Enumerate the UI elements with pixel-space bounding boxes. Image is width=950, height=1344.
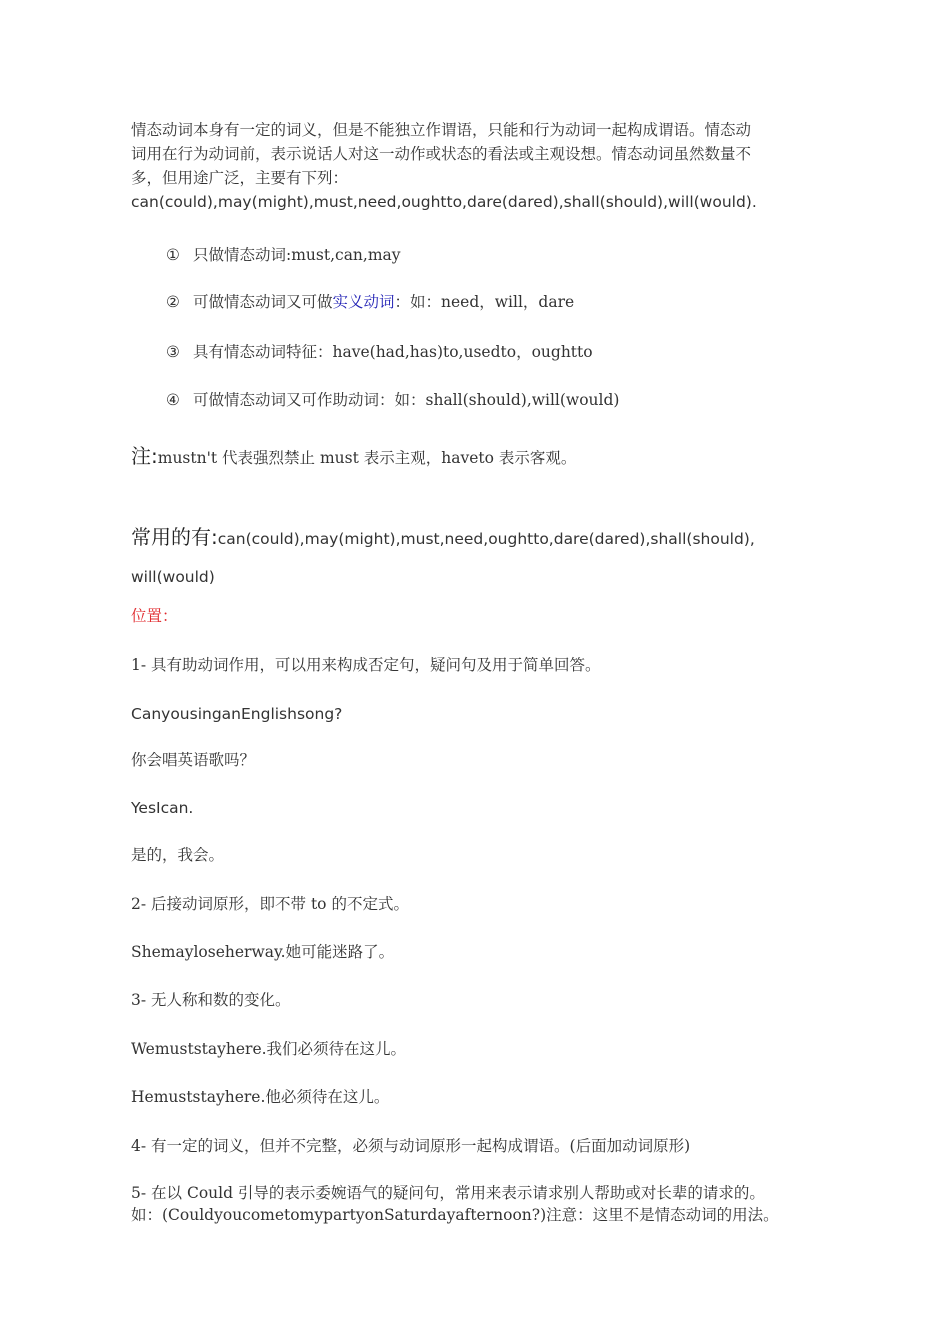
list-item: [166, 243, 401, 267]
note-paragraph: [131, 444, 576, 470]
item-2: 2- 后接动词原形，即不带 to 的不定式。: [131, 895, 409, 913]
list-text: 只做情态动词:must,can,may: [193, 246, 401, 264]
item-2-example: Shemayloseherway.她可能迷路了。: [131, 943, 395, 961]
intro-line-3: 多，但用途广泛，主要有下列：: [131, 169, 349, 187]
list-text: 可做情态动词又可做: [193, 293, 333, 311]
list-item: [166, 290, 574, 314]
intro-line-4: can(could),may(might),must,need,oughtto,dare(dared),shall(should),will(would).: [131, 193, 757, 211]
list-text: 具有情态动词特征：have(had,has)to,usedto，oughtto: [193, 343, 593, 361]
intro-line-1: 情态动词本身有一定的词义，但是不能独立作谓语，只能和行为动词一起构成谓语。情态动: [131, 121, 752, 139]
item-5-line-2: 如：(CouldyoucometomypartyonSaturdayafternoon?)注意：这里不是情态动词的用法。: [131, 1206, 779, 1224]
shiyi-dongci-link[interactable]: 实义动词: [332, 293, 395, 311]
position-heading: 位置：: [131, 607, 178, 625]
list-number: ④: [166, 391, 180, 409]
item-3: 3- 无人称和数的变化。: [131, 991, 291, 1009]
note-label: 注:: [131, 444, 158, 468]
item-1: 1- 具有助动词作用，可以用来构成否定句，疑问句及用于简单回答。: [131, 656, 601, 674]
intro-paragraph: [131, 118, 821, 214]
item-1-example-2: 你会唱英语歌吗？: [131, 751, 256, 769]
item-1-example-4: 是的，我会。: [131, 846, 225, 864]
item-3-example-1: Wemuststayhere.我们必须待在这儿。: [131, 1040, 407, 1058]
list-item: [166, 388, 619, 412]
list-number: ①: [166, 246, 180, 264]
common-paragraph: [131, 518, 831, 596]
list-text: ：如：need，will，dare: [394, 293, 575, 311]
item-1-example-1: CanyousinganEnglishsong?: [131, 705, 343, 723]
item-5-line-1: 5- 在以 Could 引导的表示委婉语气的疑问句，常用来表示请求别人帮助或对长辈的请求的。: [131, 1184, 765, 1202]
item-4: 4- 有一定的词义，但并不完整，必须与动词原形一起构成谓语。(后面加动词原形): [131, 1137, 691, 1155]
common-text-2: will(would): [131, 568, 215, 586]
list-number: ②: [166, 293, 180, 311]
common-text: can(could),may(might),must,need,oughtto,dare(dared),shall(should),: [217, 530, 755, 548]
list-text: 可做情态动词又可作助动词：如：shall(should),will(would): [193, 391, 620, 409]
note-text: mustn't 代表强烈禁止 must 表示主观，haveto 表示客观。: [157, 449, 577, 467]
item-1-example-3: YesIcan.: [131, 799, 194, 817]
common-label: 常用的有:: [131, 525, 218, 549]
item-5: [131, 1182, 831, 1226]
item-3-example-2: Hemuststayhere.他必须待在这儿。: [131, 1088, 390, 1106]
list-item: [166, 340, 593, 364]
intro-line-2: 词用在行为动词前，表示说话人对这一动作或状态的看法或主观设想。情态动词虽然数量不: [131, 145, 752, 163]
list-number: ③: [166, 343, 180, 361]
